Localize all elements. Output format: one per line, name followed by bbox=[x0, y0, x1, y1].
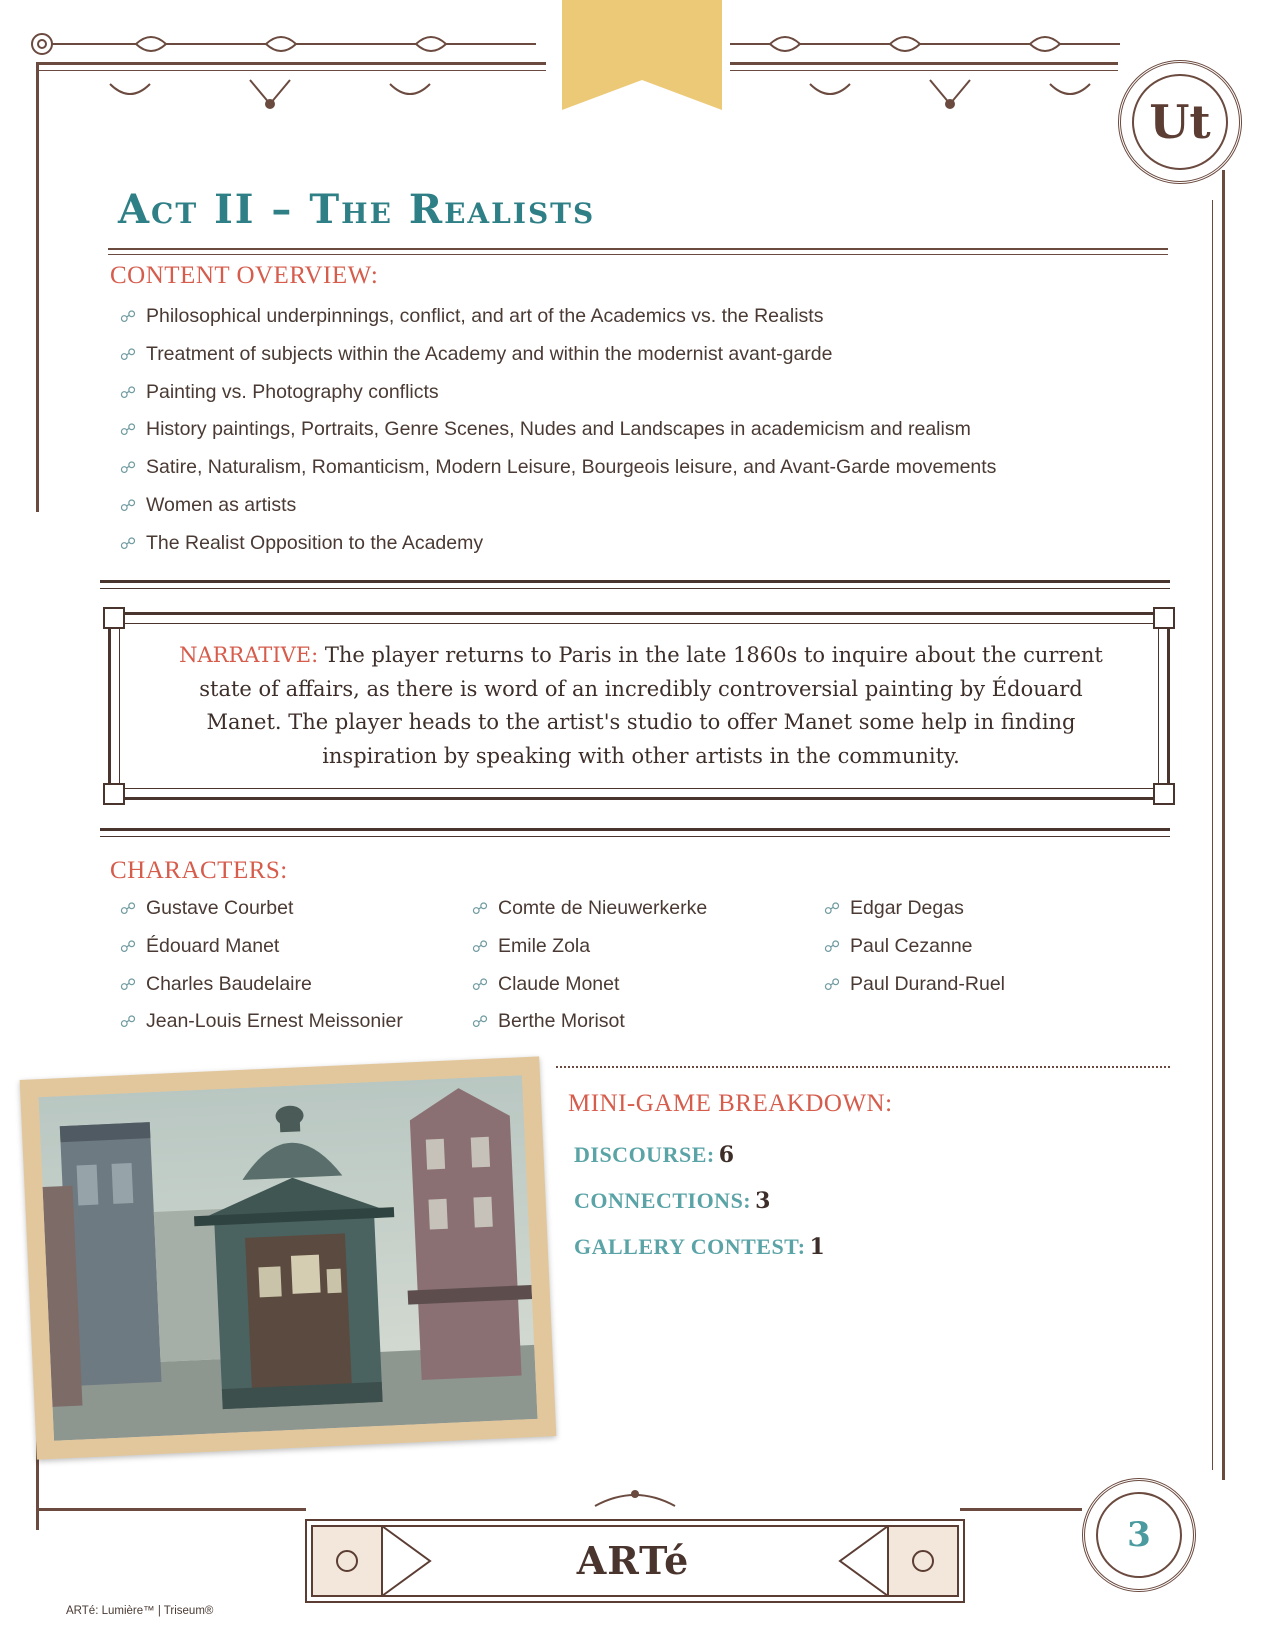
link-bullet-icon: ☍ bbox=[823, 974, 841, 994]
characters-heading: CHARACTERS: bbox=[110, 857, 288, 884]
title-underline bbox=[108, 248, 1168, 250]
list-item: ☍ Women as artists bbox=[118, 487, 996, 525]
stat-connections bbox=[574, 1188, 770, 1214]
page-title: Act II – The Realists bbox=[118, 186, 596, 233]
link-bullet-icon: ☍ bbox=[119, 936, 137, 956]
page-number: 3 bbox=[1096, 1492, 1182, 1578]
top-left-ornament bbox=[100, 74, 440, 114]
list-item: ☍ Painting vs. Photography conflicts bbox=[118, 374, 996, 412]
stat-value: 1 bbox=[809, 1234, 825, 1260]
frame-bottom-rule-left bbox=[36, 1508, 306, 1511]
narrative-label: NARRATIVE: bbox=[179, 643, 319, 667]
link-bullet-icon: ☍ bbox=[471, 974, 489, 994]
link-bullet-icon: ☍ bbox=[119, 458, 137, 478]
box-corner bbox=[103, 783, 125, 805]
stat-gallery-contest bbox=[574, 1234, 825, 1260]
link-bullet-icon: ☍ bbox=[119, 344, 137, 364]
mini-game-heading: MINI-GAME BREAKDOWN: bbox=[568, 1090, 893, 1117]
narrative-text bbox=[171, 639, 1111, 773]
link-bullet-icon: ☍ bbox=[119, 307, 137, 326]
list-item: ☍ Jean-Louis Ernest Meissonier bbox=[118, 1003, 403, 1041]
link-bullet-icon: ☍ bbox=[119, 420, 137, 440]
stat-label: GALLERY CONTEST: bbox=[574, 1234, 806, 1259]
frame-left-rule bbox=[36, 62, 39, 512]
link-bullet-icon: ☍ bbox=[119, 899, 137, 918]
title-underline-thin bbox=[108, 254, 1168, 255]
footer-banner bbox=[306, 1522, 960, 1602]
link-bullet-icon: ☍ bbox=[471, 1012, 489, 1032]
list-item: ☍ Claude Monet bbox=[470, 966, 707, 1004]
section-divider bbox=[100, 828, 1170, 837]
link-bullet-icon: ☍ bbox=[119, 974, 137, 994]
monogram-badge bbox=[1118, 60, 1242, 184]
frame-right-rule-inner bbox=[1212, 200, 1213, 1470]
bookmark-ribbon bbox=[562, 0, 722, 110]
list-item: ☍ Paul Durand-Ruel bbox=[822, 966, 1005, 1004]
list-item: ☍ Comte de Nieuwerkerke bbox=[470, 890, 707, 928]
box-corner bbox=[1153, 607, 1175, 629]
characters-column-3 bbox=[822, 890, 1005, 1003]
box-corner bbox=[103, 607, 125, 629]
list-item: ☍ Édouard Manet bbox=[118, 928, 403, 966]
dotted-divider bbox=[556, 1066, 1170, 1068]
link-bullet-icon: ☍ bbox=[119, 495, 137, 515]
list-item: ☍ Berthe Morisot bbox=[470, 1003, 707, 1041]
list-item: ☍ Paul Cezanne bbox=[822, 928, 1005, 966]
stat-label: DISCOURSE: bbox=[574, 1142, 715, 1167]
list-item: ☍ Charles Baudelaire bbox=[118, 966, 403, 1004]
stat-discourse bbox=[574, 1142, 734, 1168]
frame-top-rule-right-inner bbox=[730, 70, 1118, 71]
list-item: ☍ The Realist Opposition to the Academy bbox=[118, 525, 996, 563]
characters-column-1 bbox=[118, 890, 403, 1041]
link-bullet-icon: ☍ bbox=[471, 899, 489, 918]
bottom-center-ornament bbox=[585, 1486, 685, 1510]
narrative-box bbox=[108, 612, 1170, 800]
list-item: ☍ Treatment of subjects within the Academy and within the modernist avant-garde bbox=[118, 336, 996, 374]
stat-label: CONNECTIONS: bbox=[574, 1188, 752, 1213]
top-left-flourish bbox=[16, 18, 546, 68]
content-overview-list bbox=[118, 298, 996, 563]
link-bullet-icon: ☍ bbox=[471, 936, 489, 956]
link-bullet-icon: ☍ bbox=[119, 533, 137, 553]
top-right-ornament bbox=[800, 74, 1100, 114]
arte-logo: ARTé bbox=[576, 1538, 690, 1583]
link-bullet-icon: ☍ bbox=[823, 936, 841, 956]
list-item: ☍ Satire, Naturalism, Romanticism, Modern Leisure, Bourgeois leisure, and Avant-Garde movements bbox=[118, 449, 996, 487]
copyright-text: ARTé: Lumière™ | Triseum® bbox=[66, 1605, 214, 1617]
characters-column-2 bbox=[470, 890, 707, 1041]
list-item: ☍ Edgar Degas bbox=[822, 890, 1005, 928]
list-item: ☍ Gustave Courbet bbox=[118, 890, 403, 928]
narrative-body: The player returns to Paris in the late 1860s to inquire about the current state of affairs, as there is word of an incredibly controversial painting by Édouard Manet. The player heads to the artist's studio to offer Manet some help in finding inspiration by speaking with other artists in the community. bbox=[199, 643, 1103, 768]
monogram: Ut bbox=[1132, 74, 1228, 170]
section-divider bbox=[100, 580, 1170, 589]
stat-value: 6 bbox=[718, 1142, 735, 1168]
content-overview-heading: CONTENT OVERVIEW: bbox=[110, 262, 379, 289]
page-number-badge bbox=[1082, 1478, 1196, 1592]
list-item: ☍ History paintings, Portraits, Genre Scenes, Nudes and Landscapes in academicism and realism bbox=[118, 411, 996, 449]
box-corner bbox=[1153, 783, 1175, 805]
paris-kiosk-illustration bbox=[20, 1056, 557, 1459]
stat-value: 3 bbox=[755, 1188, 771, 1214]
link-bullet-icon: ☍ bbox=[823, 899, 841, 918]
top-right-flourish bbox=[730, 18, 1120, 68]
frame-right-rule-outer bbox=[1222, 170, 1225, 1480]
list-item: ☍ Emile Zola bbox=[470, 928, 707, 966]
link-bullet-icon: ☍ bbox=[119, 1012, 137, 1032]
link-bullet-icon: ☍ bbox=[119, 382, 137, 402]
list-item: ☍ Philosophical underpinnings, conflict, and art of the Academics vs. the Realists bbox=[118, 298, 996, 336]
illustration-art bbox=[38, 1075, 537, 1441]
frame-top-rule-left-inner bbox=[36, 70, 546, 71]
